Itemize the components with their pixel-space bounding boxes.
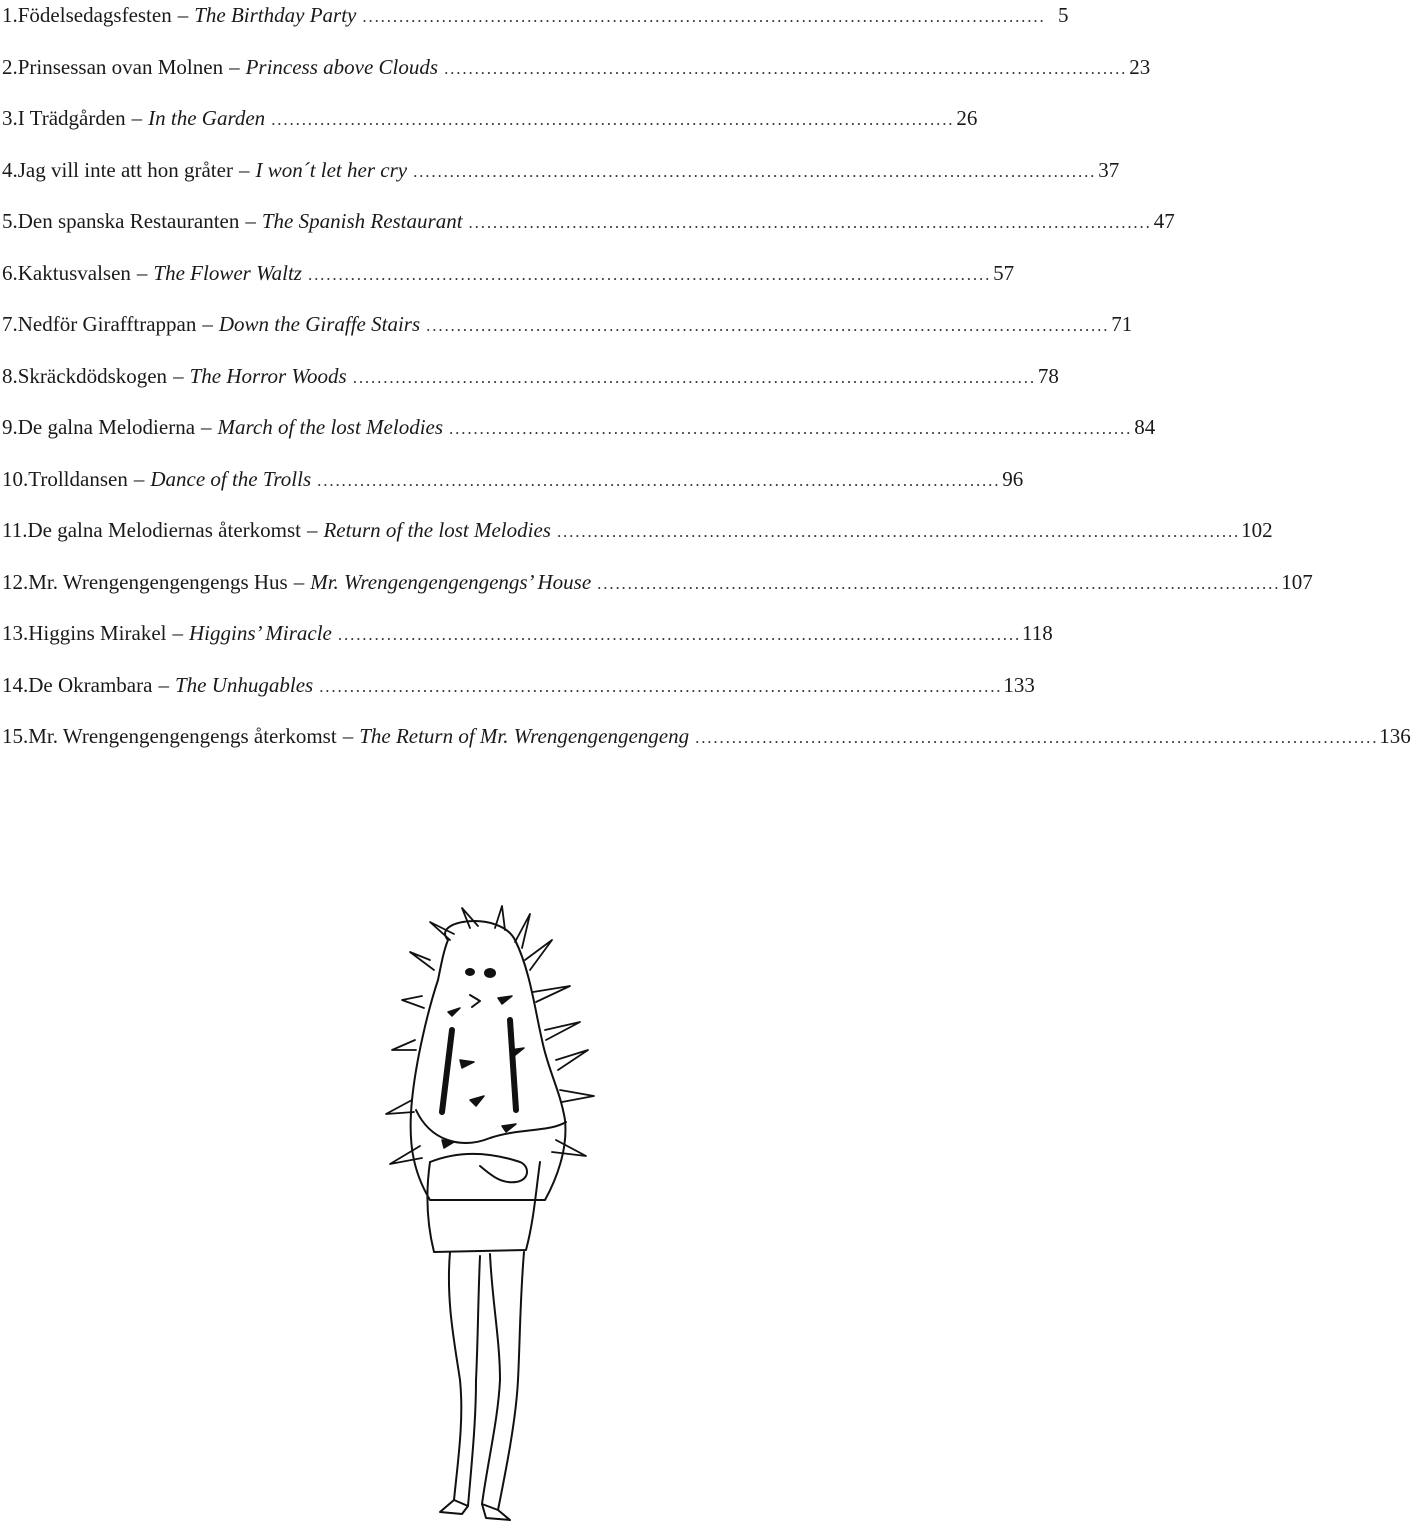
- toc-entry-english-title: In the Garden: [148, 106, 266, 130]
- toc-dot-leader: [449, 414, 1129, 444]
- toc-entry-number: 11.: [2, 518, 28, 542]
- toc-entry: [0, 567, 1313, 597]
- toc-entry-english-title: The Unhugables: [174, 673, 314, 697]
- toc-entry-page-number: 47: [1153, 209, 1175, 233]
- toc-entry-number: 8.: [2, 364, 18, 388]
- toc-entry-english-title: Dance of the Trolls: [150, 467, 312, 491]
- toc-entry-english-title: Mr. Wrengengengengengs’ House: [310, 570, 592, 594]
- toc-entry-separator: –: [238, 158, 250, 182]
- toc-dot-leader: [271, 105, 951, 135]
- cactus-mouth: [470, 995, 480, 1007]
- toc-dot-leader: [308, 260, 988, 290]
- toc-entry-english-title: Higgins’ Miracle: [188, 621, 332, 645]
- toc-entry-swedish-title: Mr. Wrengengengengengs återkomst: [28, 724, 337, 748]
- toc-entry-english-title: The Birthday Party: [194, 3, 357, 27]
- toc-entry-page-number: 26: [956, 106, 978, 130]
- toc-entry: [0, 670, 1035, 700]
- toc-entry-page-number: 96: [1002, 467, 1024, 491]
- toc-entry: [0, 258, 1015, 288]
- toc-entry-swedish-title: Prinsessan ovan Molnen: [17, 55, 224, 79]
- cactus-left-foot: [440, 1500, 468, 1514]
- toc-entry-english-title: The Return of Mr. Wrengengengengeng: [359, 724, 690, 748]
- toc-entry-number: 4.: [2, 158, 18, 182]
- toc-entry-swedish-title: Higgins Mirakel: [28, 621, 167, 645]
- toc-entry-separator: –: [293, 570, 305, 594]
- cactus-skirt: [427, 1162, 540, 1252]
- toc-entry-english-title: Princess above Clouds: [245, 55, 439, 79]
- toc-entry-number: 2.: [2, 55, 18, 79]
- toc-entry: [0, 721, 1411, 751]
- toc-entry-page-number: 118: [1022, 621, 1053, 645]
- toc-entry-page-number: 5: [1058, 3, 1069, 27]
- toc-entry-separator: –: [245, 209, 256, 233]
- toc-dot-leader: [557, 517, 1237, 547]
- toc-entry-number: 7.: [2, 312, 18, 336]
- toc-entry-swedish-title: I Trädgården: [17, 106, 126, 130]
- toc-entry-separator: –: [229, 55, 240, 79]
- cactus-head-outline: [411, 921, 566, 1200]
- toc-entry-number: 6.: [2, 261, 18, 285]
- toc-entry: [0, 464, 1024, 494]
- toc-entry-separator: –: [133, 467, 145, 491]
- toc-entry-swedish-title: De galna Melodiernas återkomst: [27, 518, 301, 542]
- toc-entry-number: 14.: [2, 673, 29, 697]
- toc-entry-english-title: Return of the lost Melodies: [323, 518, 551, 542]
- cactus-left-eye: [466, 969, 474, 975]
- toc-entry-page-number: 78: [1037, 364, 1059, 388]
- toc-entry-swedish-title: Kaktusvalsen: [17, 261, 131, 285]
- toc-entry-page-number: 23: [1129, 55, 1151, 79]
- toc-dot-leader: [597, 569, 1277, 599]
- toc-entry-swedish-title: De Okrambara: [28, 673, 153, 697]
- toc-entry-english-title: March of the lost Melodies: [217, 415, 444, 439]
- toc-entry-separator: –: [158, 673, 169, 697]
- toc-entry-number: 5.: [2, 209, 18, 233]
- toc-entry-separator: –: [306, 518, 318, 542]
- toc-entry-number: 3.: [2, 106, 18, 130]
- toc-entry-separator: –: [136, 261, 148, 285]
- toc-entry: [0, 618, 1053, 648]
- toc-entry: [0, 103, 978, 133]
- toc-entry: [0, 206, 1175, 236]
- cactus-right-eye: [485, 969, 495, 977]
- cactus-right-suspender: [510, 1020, 516, 1110]
- toc-entry-page-number: 37: [1098, 158, 1120, 182]
- toc-entry: [0, 0, 1069, 30]
- cactus-left-suspender: [442, 1030, 452, 1112]
- toc-entry: [0, 412, 1156, 442]
- toc-dot-leader: [413, 157, 1093, 187]
- toc-entry-swedish-title: Skräckdödskogen: [17, 364, 168, 388]
- toc-entry-swedish-title: Trolldansen: [28, 467, 128, 491]
- toc-entry-number: 9.: [2, 415, 18, 439]
- cactus-right-leg: [482, 1252, 524, 1510]
- toc-entry-page-number: 136: [1379, 724, 1411, 748]
- toc-entry-separator: –: [172, 621, 183, 645]
- toc-entry-separator: –: [177, 3, 189, 27]
- cactus-left-leg: [449, 1252, 480, 1506]
- toc-entry-swedish-title: Nedför Girafftrappan: [17, 312, 197, 336]
- toc-entry-swedish-title: Mr. Wrengengengengengs Hus: [28, 570, 288, 594]
- toc-entry-english-title: The Flower Waltz: [153, 261, 302, 285]
- toc-entry: [0, 309, 1133, 339]
- toc-entry-english-title: The Horror Woods: [189, 364, 347, 388]
- toc-entry-page-number: 71: [1111, 312, 1133, 336]
- toc-entry-number: 12.: [2, 570, 29, 594]
- toc-dot-leader: [444, 54, 1124, 84]
- toc-entry-swedish-title: Födelsedagsfesten: [17, 3, 172, 27]
- toc-dot-leader: [426, 311, 1106, 341]
- cactus-spikes: [386, 906, 594, 1164]
- toc-entry-english-title: The Spanish Restaurant: [261, 209, 463, 233]
- toc-entry-english-title: I won´t let her cry: [255, 158, 408, 182]
- toc-dot-leader: [695, 723, 1375, 753]
- toc-entry: [0, 361, 1059, 391]
- cactus-arms: [416, 1110, 566, 1182]
- toc-entry-swedish-title: De galna Melodierna: [17, 415, 196, 439]
- toc-entry: [0, 515, 1273, 545]
- toc-dot-leader: [353, 363, 1033, 393]
- toc-entry: [0, 52, 1151, 82]
- toc-dot-leader: [319, 672, 999, 702]
- toc-entry-number: 13.: [2, 621, 29, 645]
- toc-entry-page-number: 133: [1003, 673, 1035, 697]
- toc-entry-english-title: Down the Giraffe Stairs: [218, 312, 421, 336]
- cactus-figure-illustration: [330, 900, 630, 1530]
- toc-entry-page-number: 57: [993, 261, 1015, 285]
- toc-entry-separator: –: [131, 106, 143, 130]
- toc-entry-separator: –: [201, 415, 212, 439]
- toc-dot-leader: [469, 208, 1149, 238]
- toc-entry-separator: –: [202, 312, 213, 336]
- toc-entry-separator: –: [173, 364, 184, 388]
- toc-entry-page-number: 107: [1281, 570, 1313, 594]
- toc-entry-number: 15.: [2, 724, 29, 748]
- toc-entry-page-number: 84: [1134, 415, 1156, 439]
- toc-entry-number: 1.: [2, 3, 18, 27]
- toc-entry: [0, 155, 1120, 185]
- toc-dot-leader: [338, 620, 1018, 650]
- toc-entry-page-number: 102: [1241, 518, 1273, 542]
- toc-entry-swedish-title: Jag vill inte att hon gråter: [17, 158, 233, 182]
- toc-entry-separator: –: [342, 724, 354, 748]
- toc-entry-number: 10.: [2, 467, 29, 491]
- toc-dot-leader: [362, 2, 1042, 32]
- toc-dot-leader: [317, 466, 997, 496]
- toc-entry-swedish-title: Den spanska Restauranten: [17, 209, 240, 233]
